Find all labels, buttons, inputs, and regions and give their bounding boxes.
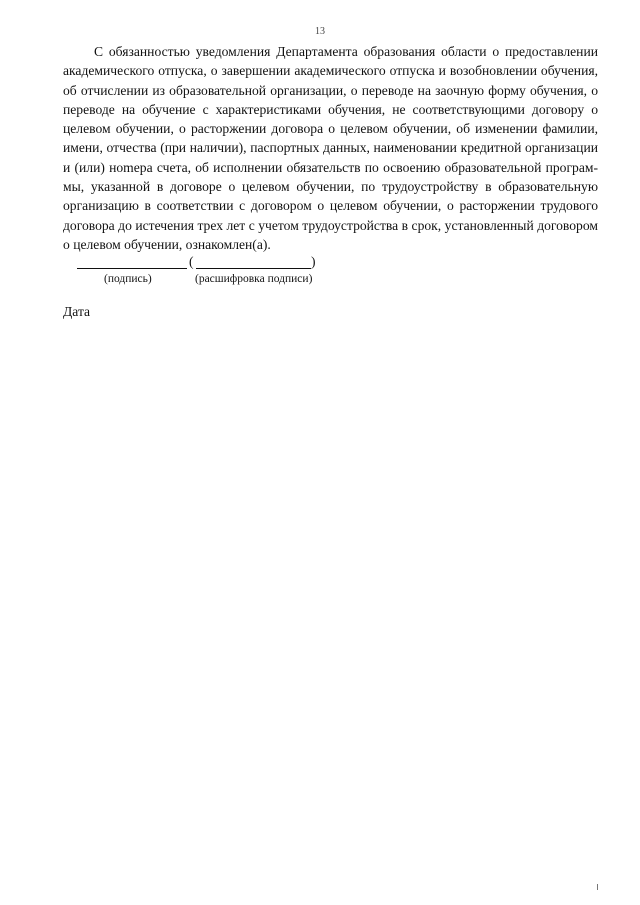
signature-decode-blank-line [196, 268, 311, 269]
page-number: 13 [315, 26, 325, 37]
signature-decode-caption: (расшифровка подписи) [195, 273, 313, 285]
signature-caption: (подпись) [104, 273, 152, 285]
date-label: Дата [63, 304, 91, 319]
acknowledgement-paragraph: С обязанностью уведомления Департамента образования области о предоставлении академического отпуска, о завершении академического отпуска и возобновлении обучения, об отчислении из образовательной организации, о переводе на заочную форму обучения, о переводе на обучение с характеристиками обучения, не соответствующими договору о целевом обучении, о расторжении договора о целевом обучении, об изменении фамилии, имени, отчества (при наличии), паспортных данных, наименовании кредитной организации и (или) ноmера счета, об исполнении обязательств по освоению образовательной программы, указанной в договоре о целевом обучении, по трудоустройству в образовательную организацию в соответствии с договором о целевом обучении, о расторжении трудового договора до истечения трех лет с учетом трудоустройства в срок, установленный договором о целевом обучении, ознакомлен(а). [63, 44, 598, 252]
scan-corner-mark [597, 884, 598, 890]
signature-decode-close-paren: ) [311, 254, 316, 269]
signature-decode-open-paren: ( [189, 254, 194, 269]
signature-blank-line [77, 268, 187, 269]
